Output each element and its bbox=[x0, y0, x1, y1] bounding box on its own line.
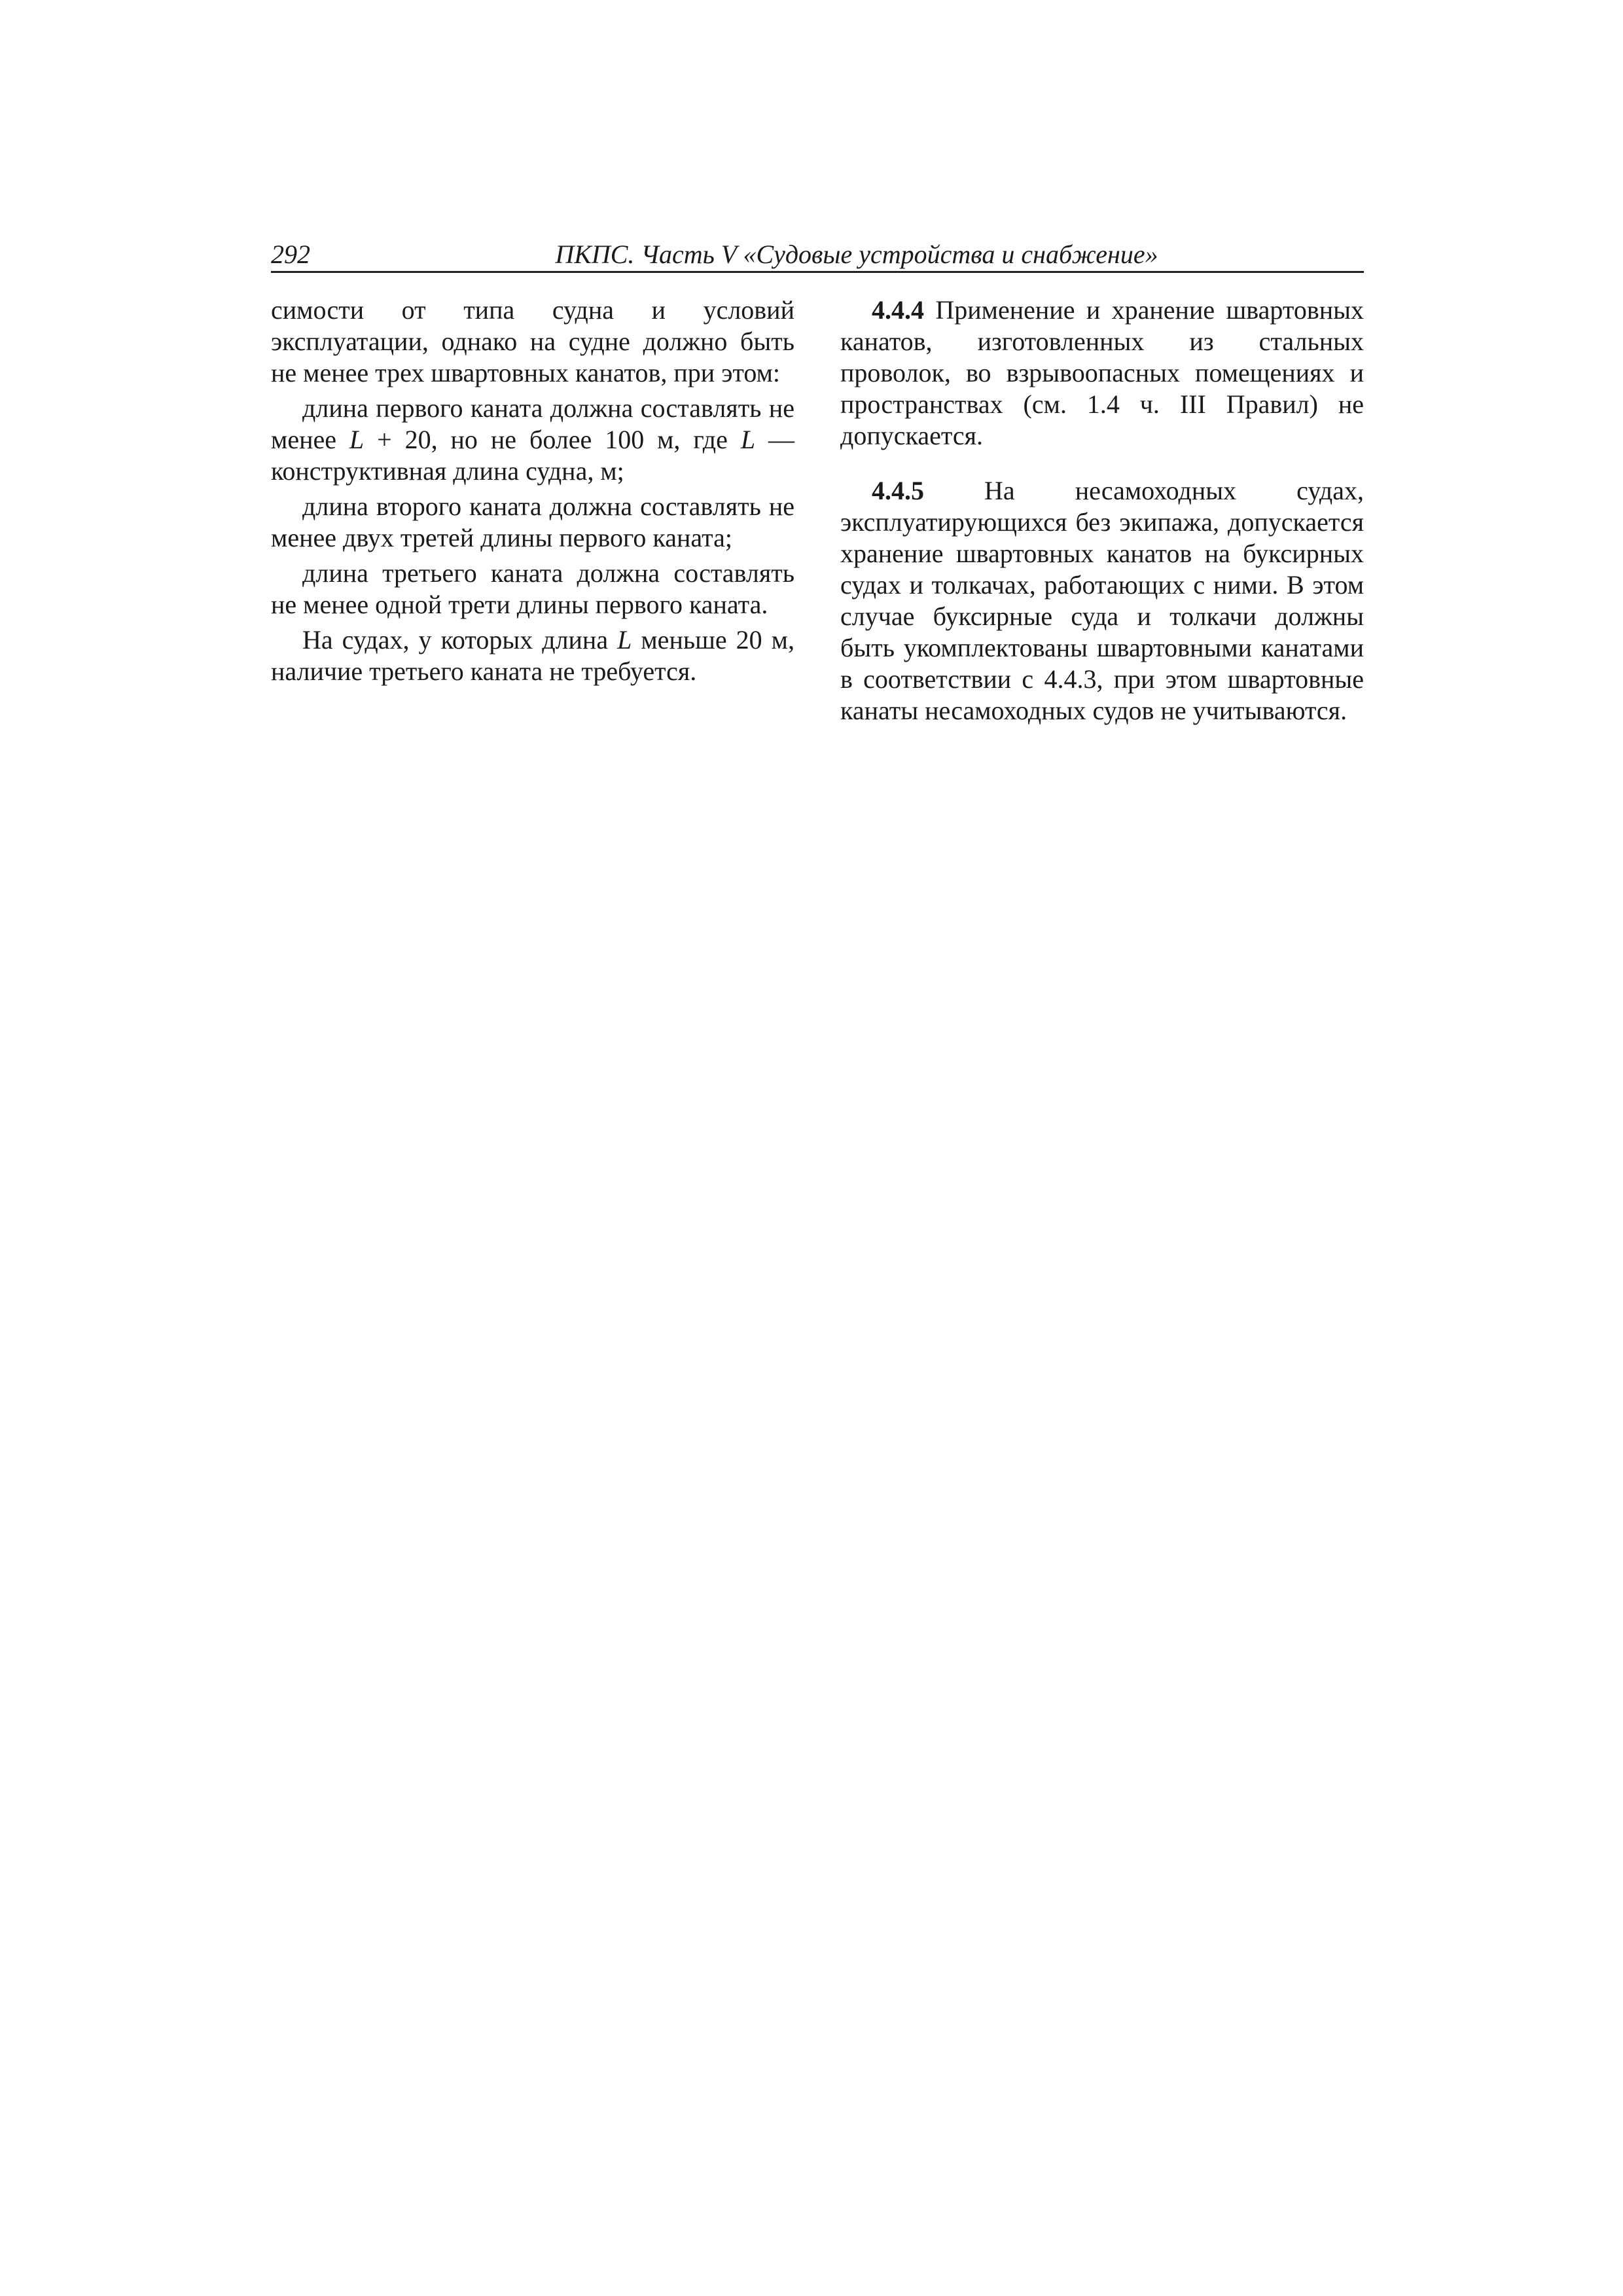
section-4-4-4: 4.4.4 Применение и хранение швартовных канатов, изготовленных из стальных проволок, во взрывоопасных помещениях и пространствах (см. 1.4 ч. III Правил) не допускается. bbox=[840, 295, 1364, 450]
variable-L: L bbox=[740, 425, 756, 454]
running-header bbox=[271, 238, 1364, 273]
running-title: ПКПС. Часть V «Судовые устройства и снабжение» bbox=[555, 240, 1158, 269]
paragraph-first-rope: длина первого каната должна составлять не менее L + 20, но не более 100 м, где L — конструктивная длина судна, м; bbox=[271, 393, 795, 486]
paragraph-third-rope: длина третьего каната должна составлять не менее одной трети длины первого каната. bbox=[271, 558, 794, 619]
left-column bbox=[271, 295, 794, 687]
right-column bbox=[840, 295, 1364, 726]
paragraph-second-rope: длина второго каната должна составлять не менее двух третей длины первого каната; bbox=[271, 492, 794, 552]
variable-L: L bbox=[617, 625, 632, 655]
paragraph-continuation: симости от типа судна и условий эксплуатации, однако на судне должно быть не менее трех швартовных канатов, при этом: bbox=[271, 295, 794, 387]
paragraph-small-vessels: На судах, у которых длина L меньше 20 м, наличие третьего каната не требуется. bbox=[271, 625, 794, 686]
section-number: 4.4.4 bbox=[872, 295, 924, 325]
section-4-4-5: 4.4.5 На несамоходных судах, эксплуатирующихся без экипажа, допускается хранение швартовных канатов на буксирных судах и толкачах, работающих с ними. В этом случае буксирные суда и толкачи должны быть укомплектованы швартовными канатами в соответствии с 4.4.3, при этом швартовные канаты несамоходных судов не учитываются. bbox=[840, 476, 1364, 725]
variable-L: L bbox=[349, 425, 365, 454]
section-number: 4.4.5 bbox=[872, 476, 924, 505]
page-number: 292 bbox=[271, 240, 310, 269]
